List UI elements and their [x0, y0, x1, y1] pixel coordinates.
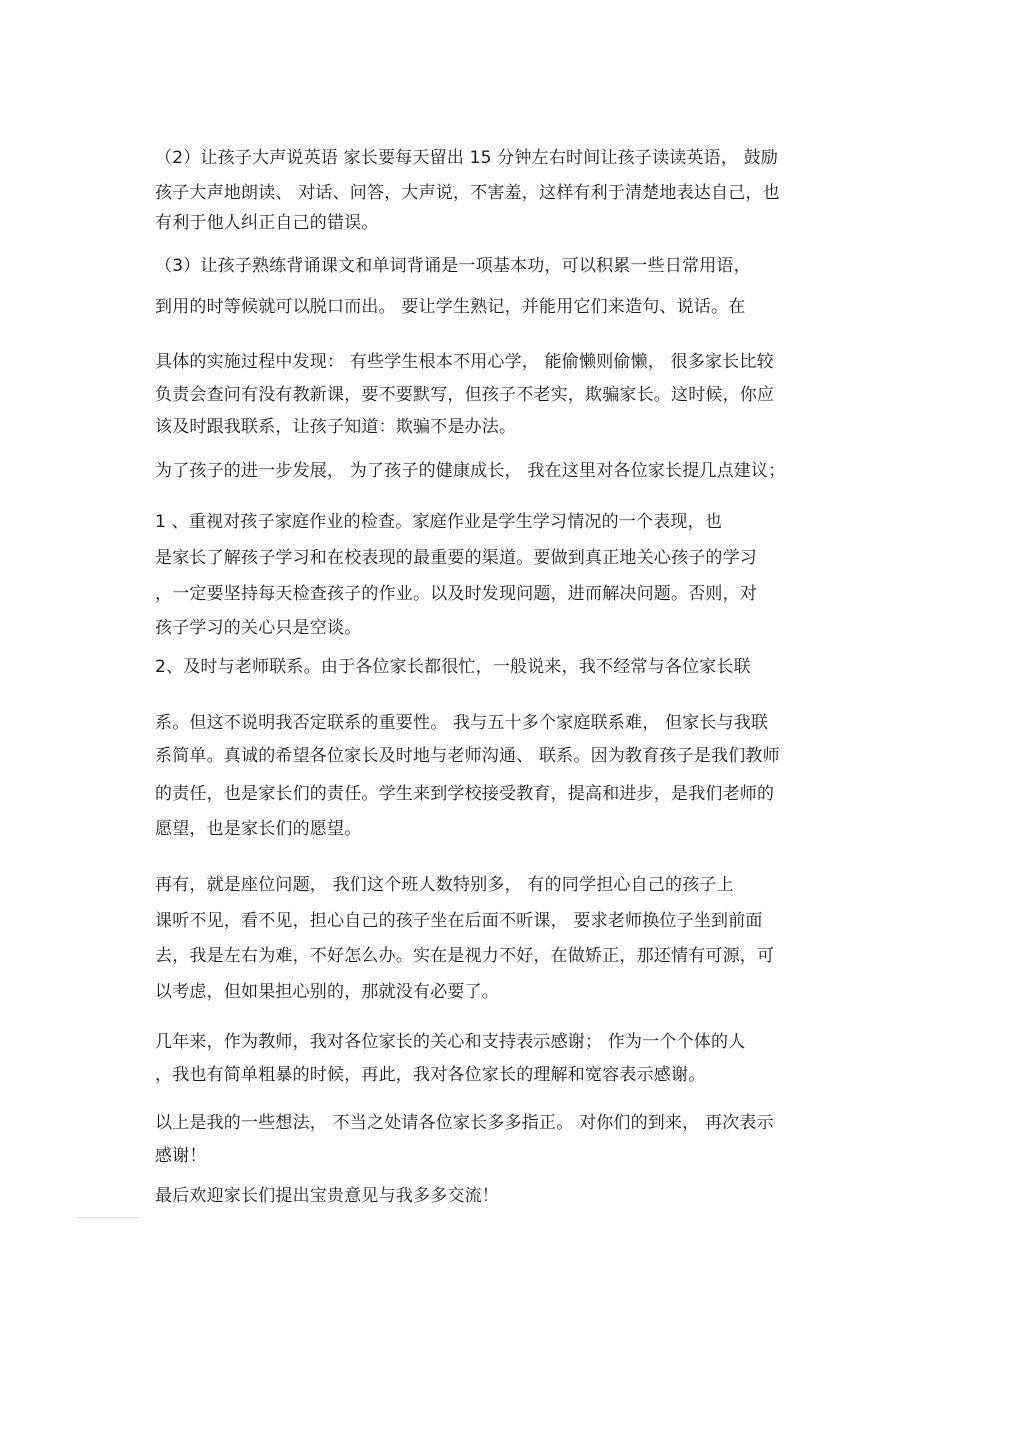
footer-divider [78, 1217, 138, 1218]
text-line: 具体的实施过程中发现： 有些学生根本不用心学， 能偷懒则偷懒， 很多家长比较 [155, 352, 774, 372]
text-line: ，我也有简单粗暴的时候，再此，我对各位家长的理解和宽容表示感谢。 [155, 1065, 706, 1085]
text-line: （3）让孩子熟练背诵课文和单词背诵是一项基本功，可以积累一些日常用语， [155, 256, 751, 276]
text-line: 系简单。真诚的希望各位家长及时地与老师沟通、 联系。因为教育孩子是我们教师 [155, 746, 780, 766]
text-line: 孩子大声地朗读、 对话、问答，大声说，不害羞，这样有利于清楚地表达自己，也 [155, 183, 780, 203]
text-line: 是家长了解孩子学习和在校表现的最重要的渠道。要做到真正地关心孩子的学习 [155, 548, 757, 568]
text-line: 有利于他人纠正自己的错误。 [155, 213, 379, 233]
text-line: 最后欢迎家长们提出宝贵意见与我多多交流！ [155, 1186, 499, 1206]
text-line: 几年来，作为教师，我对各位家长的关心和支持表示感谢； 作为一个个体的人 [155, 1032, 746, 1052]
text-line: 为了孩子的进一步发展， 为了孩子的健康成长， 我在这里对各位家长提几点建议； [155, 461, 786, 481]
text-line: 负责会查问有没有教新课，要不要默写，但孩子不老实，欺骗家长。这时候，你应 [155, 385, 775, 405]
text-line: 课听不见，看不见，担心自己的孩子坐在后面不听课， 要求老师换位子坐到前面 [155, 911, 763, 931]
text-line: （2）让孩子大声说英语 家长要每天留出 15 分钟左右时间让孩子读读英语， 鼓励 [155, 148, 779, 168]
text-line: 1 、重视对孩子家庭作业的检查。家庭作业是学生学习情况的一个表现，也 [155, 512, 723, 532]
text-line: 系。但这不说明我否定联系的重要性。 我与五十多个家庭联系难， 但家长与我联 [155, 713, 769, 733]
text-line: 以上是我的一些想法， 不当之处请各位家长多多指正。 对你们的到来， 再次表示 [155, 1113, 774, 1133]
text-line: ，一定要坚持每天检查孩子的作业。以及时发现问题，进而解决问题。否则，对 [155, 584, 757, 604]
text-line: 去，我是左右为难，不好怎么办。实在是视力不好，在做矫正，那还情有可源，可 [155, 946, 775, 966]
text-line: 孩子学习的关心只是空谈。 [155, 618, 362, 638]
text-line: 愿望，也是家长们的愿望。 [155, 819, 362, 839]
text-line: 2、及时与老师联系。由于各位家长都很忙，一般说来，我不经常与各位家长联 [155, 657, 751, 677]
text-line: 再有，就是座位问题， 我们这个班人数特别多， 有的同学担心自己的孩子上 [155, 875, 734, 895]
text-line: 感谢！ [155, 1146, 207, 1166]
text-line: 以考虑，但如果担心别的，那就没有必要了。 [155, 982, 499, 1002]
text-line: 的责任，也是家长们的责任。学生来到学校接受教育，提高和进步，是我们老师的 [155, 784, 775, 804]
text-line: 到用的时等候就可以脱口而出。 要让学生熟记，并能用它们来造句、说话。在 [155, 297, 746, 317]
text-line: 该及时跟我联系，让孩子知道：欺骗不是办法。 [155, 417, 517, 437]
